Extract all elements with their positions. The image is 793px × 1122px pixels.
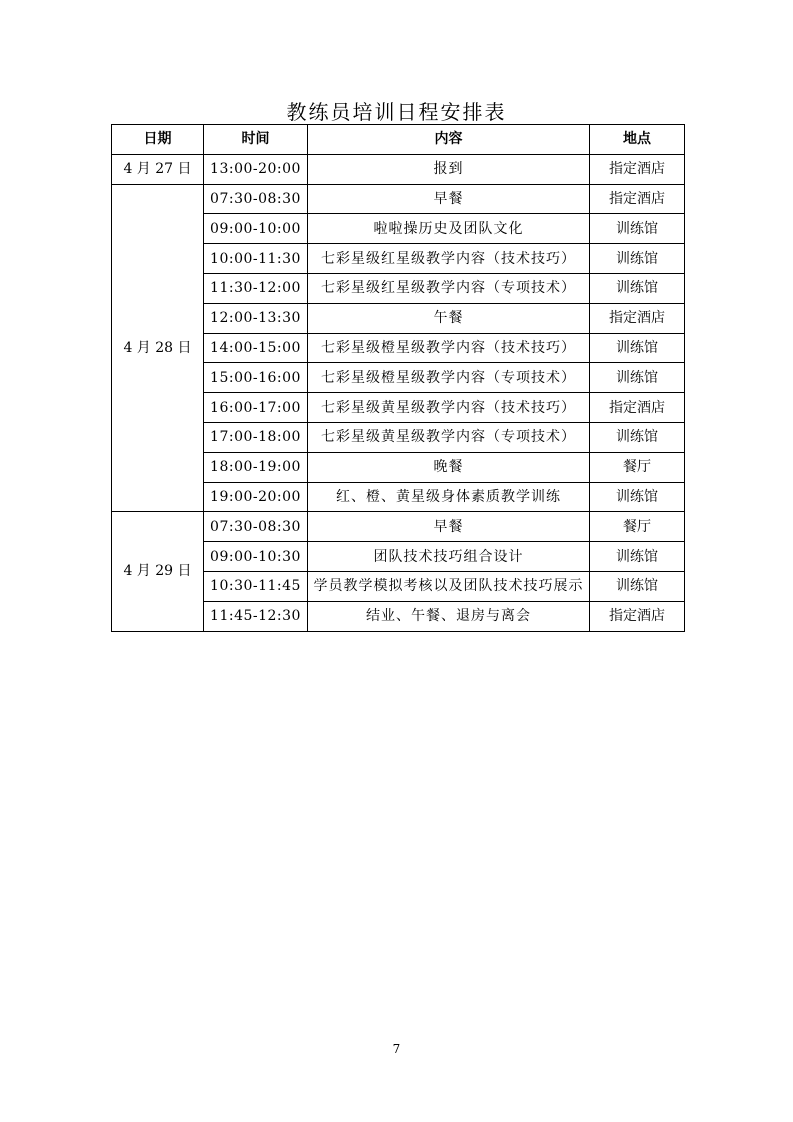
content-cell: 午餐 [308,303,590,333]
table-row [112,184,685,214]
table-row [112,154,685,184]
time-cell: 10:00-11:30 [204,244,308,274]
time-cell: 07:30-08:30 [204,512,308,542]
time-cell: 14:00-15:00 [204,333,308,363]
page-title: 教练员培训日程安排表 [286,100,507,124]
date-cell: 4 月 27 日 [112,154,204,184]
time-cell: 10:30-11:45 [204,571,308,601]
location-cell: 餐厅 [590,452,685,482]
content-cell: 七彩星级橙星级教学内容（专项技术） [308,363,590,393]
page-number: 7 [392,1042,401,1056]
location-cell: 训练馆 [590,422,685,452]
content-cell: 报到 [308,154,590,184]
time-cell: 17:00-18:00 [204,422,308,452]
content-cell: 七彩星级黄星级教学内容（专项技术） [308,422,590,452]
table-header-row [112,125,685,155]
location-cell: 训练馆 [590,482,685,512]
content-cell: 早餐 [308,184,590,214]
time-cell: 09:00-10:30 [204,542,308,572]
content-cell: 七彩星级橙星级教学内容（技术技巧） [308,333,590,363]
content-cell: 七彩星级黄星级教学内容（技术技巧） [308,393,590,423]
date-cell: 4 月 28 日 [112,184,204,512]
location-cell: 指定酒店 [590,303,685,333]
location-cell: 指定酒店 [590,393,685,423]
location-cell: 训练馆 [590,571,685,601]
content-cell: 学员教学模拟考核以及团队技术技巧展示 [308,571,590,601]
content-cell: 早餐 [308,512,590,542]
time-cell: 13:00-20:00 [204,154,308,184]
time-cell: 11:30-12:00 [204,273,308,303]
time-cell: 09:00-10:00 [204,214,308,244]
location-cell: 餐厅 [590,512,685,542]
location-cell: 训练馆 [590,244,685,274]
location-cell: 指定酒店 [590,154,685,184]
content-cell: 七彩星级红星级教学内容（专项技术） [308,273,590,303]
time-cell: 15:00-16:00 [204,363,308,393]
location-cell: 训练馆 [590,363,685,393]
schedule-table [111,124,685,632]
header-time: 时间 [204,125,308,155]
location-cell: 训练馆 [590,333,685,363]
content-cell: 红、橙、黄星级身体素质教学训练 [308,482,590,512]
content-cell: 七彩星级红星级教学内容（技术技巧） [308,244,590,274]
date-cell: 4 月 29 日 [112,512,204,631]
content-cell: 结业、午餐、退房与离会 [308,601,590,631]
header-content: 内容 [308,125,590,155]
time-cell: 12:00-13:30 [204,303,308,333]
content-cell: 团队技术技巧组合设计 [308,542,590,572]
content-cell: 啦啦操历史及团队文化 [308,214,590,244]
content-cell: 晚餐 [308,452,590,482]
time-cell: 19:00-20:00 [204,482,308,512]
location-cell: 训练馆 [590,542,685,572]
location-cell: 指定酒店 [590,184,685,214]
time-cell: 07:30-08:30 [204,184,308,214]
time-cell: 16:00-17:00 [204,393,308,423]
location-cell: 训练馆 [590,214,685,244]
time-cell: 11:45-12:30 [204,601,308,631]
header-location: 地点 [590,125,685,155]
time-cell: 18:00-19:00 [204,452,308,482]
header-date: 日期 [112,125,204,155]
location-cell: 训练馆 [590,273,685,303]
table-row [112,512,685,542]
location-cell: 指定酒店 [590,601,685,631]
